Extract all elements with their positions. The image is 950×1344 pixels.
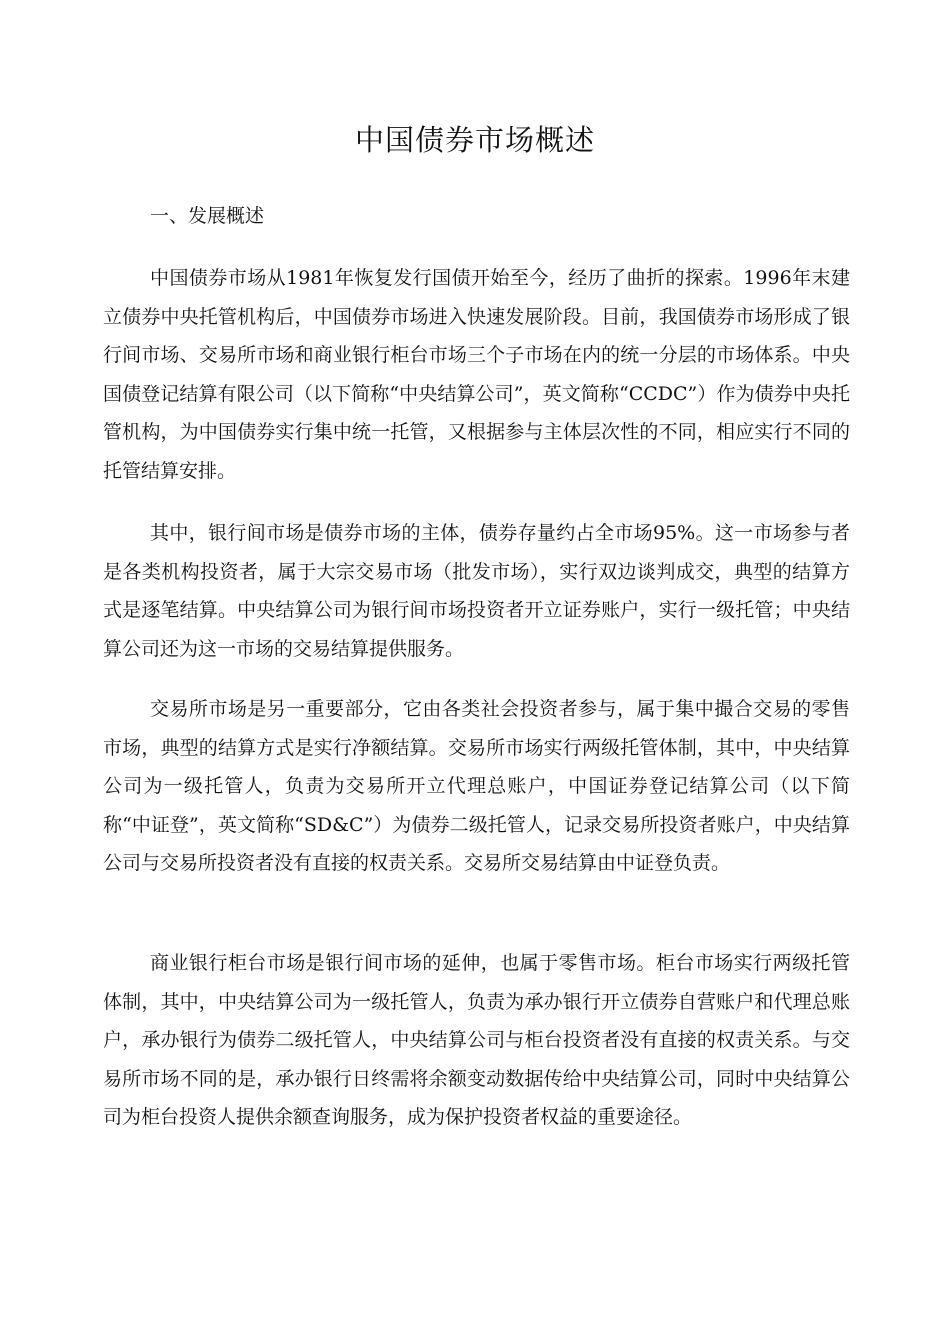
- document-title: 中国债券市场概述: [354, 123, 595, 157]
- paragraph-counter-market: 商业银行柜台市场是银行间市场的延伸，也属于零售市场。柜台市场实行两级托管体制，其中，中央结算公司为一级托管人，负责为承办银行开立债券自营账户和代理总账户，承办银行为债券二级托管人，中央结算公司与柜台投资者没有直接的权责关系。与交易所市场不同的是，承办银行日终需将余额变动数据传给中央结算公司，同时中央结算公司为柜台投资人提供余额查询服务，成为保护投资者权益的重要途径。: [103, 952, 850, 1129]
- paragraph-interbank-market: 其中，银行间市场是债券市场的主体，债券存量约占全市场95%。这一市场参与者是各类机构投资者，属于大宗交易市场（批发市场），实行双边谈判成交，典型的结算方式是逐笔结算。中央结算公司为银行间市场投资者开立证券账户，实行一级托管；中央结算公司还为这一市场的交易结算提供服务。: [103, 522, 850, 660]
- paragraph-exchange-market: 交易所市场是另一重要部分，它由各类社会投资者参与，属于集中撮合交易的零售市场，典型的结算方式是实行净额结算。交易所市场实行两级托管体制，其中，中央结算公司为一级托管人，负责为交易所开立代理总账户，中国证券登记结算公司（以下简称“中证登”，英文简称“SD&C”）为债券二级托管人，记录交易所投资者账户，中央结算公司与交易所投资者没有直接的权责关系。交易所交易结算由中证登负责。: [103, 698, 850, 875]
- section-heading: 一、发展概述: [150, 205, 265, 227]
- paragraph-overview: 中国债券市场从1981年恢复发行国债开始至今，经历了曲折的探索。1996年末建立债券中央托管机构后，中国债券市场进入快速发展阶段。目前，我国债券市场形成了银行间市场、交易所市场和商业银行柜台市场三个子市场在内的统一分层的市场体系。中央国债登记结算有限公司（以下简称“中央结算公司”，英文简称“CCDC”）作为债券中央托管机构，为中国债券实行集中统一托管，又根据参与主体层次性的不同，相应实行不同的托管结算安排。: [103, 267, 850, 482]
